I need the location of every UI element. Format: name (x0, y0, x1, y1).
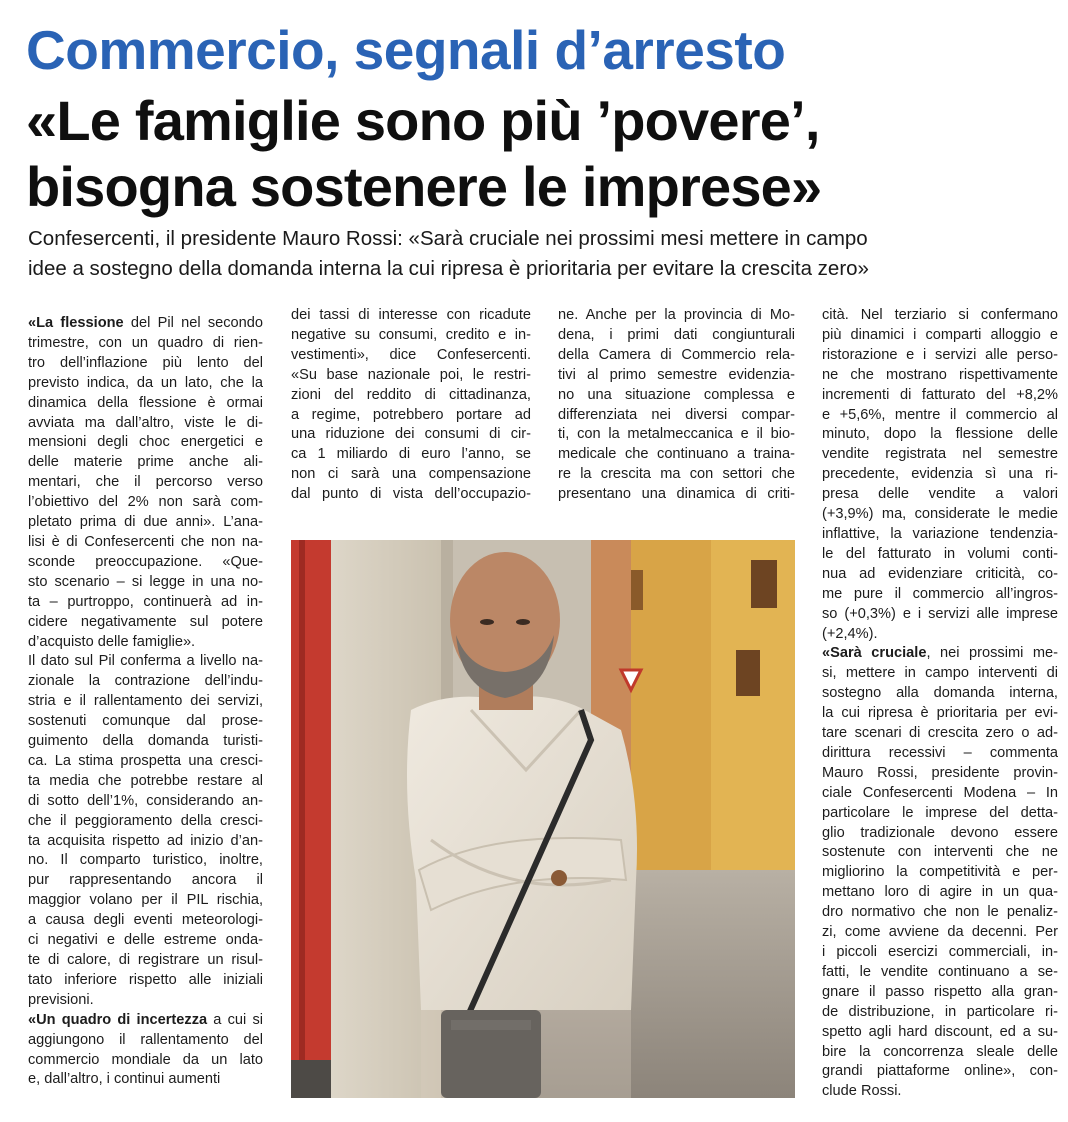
text-line: te di calore, di registrare un risul- (28, 952, 263, 968)
subtitle-line: idee a sostegno della domanda interna la cui ripresa è prioritaria per evitare la crescita zero» (28, 257, 869, 280)
text-line: de distribuzione, in particolare ri- (822, 1003, 1058, 1020)
col2-body (291, 306, 531, 505)
text-line: minuto, dopo la flessione delle (822, 426, 1058, 443)
text-line: differenziata nei diversi compar- (558, 406, 795, 423)
text-line: Il dato sul Pil conferma a livello na- (28, 653, 263, 670)
text-line: che il peggioramento della cresci- (28, 812, 263, 829)
column-2 (291, 306, 531, 505)
text-line: dal punto di vista dell’occupazio- (291, 486, 531, 503)
text-line: precedente, evidenzia sì una ri- (822, 466, 1058, 483)
text-line: zionale la contrazione dell’indu- (28, 673, 263, 690)
text-line: ta – purtroppo, continuerà ad in- (28, 593, 263, 610)
text-line (28, 314, 263, 334)
text-line: mentari, che il percorso verso (28, 474, 263, 491)
text-line: tro dell’inflazione più lento del (28, 354, 263, 371)
text-line: mettano loro di agire in un qua- (822, 884, 1058, 901)
text-line: dinamica della flessione è ormai (28, 394, 263, 411)
text-line: a regime, potrebbero portare ad (291, 406, 531, 423)
text-line: più dinamici i comparti alloggio e (822, 326, 1058, 343)
text-line: aggiungono il rallentamento del (28, 1031, 263, 1048)
article-photo (291, 540, 795, 1098)
text-line: no. Il comparto turistico, inoltre, (28, 852, 263, 869)
text-line: sostenute con interventi che ne (822, 844, 1058, 861)
text-line: stria e il rallentamento dei servizi, (28, 693, 263, 710)
col4-end (822, 664, 1058, 1102)
text-line: no una situazione complessa e (558, 386, 795, 403)
column-3 (558, 306, 795, 505)
text-line: gnare il passo rispetto alla gran- (822, 983, 1058, 1000)
text-line: pur rappresentando ancora il (28, 872, 263, 889)
text-line: dirittura recessivi – commenta (822, 744, 1058, 761)
text-line: clude Rossi. (822, 1083, 902, 1100)
text-line: non ci sarà una compensazione (291, 466, 531, 483)
text-line: (+2,4%). (822, 625, 878, 642)
text-line: le del fatturato in volumi conti- (822, 545, 1058, 562)
text-line: ne che mostrano rispettivamente (822, 366, 1058, 383)
text-line: medicale che continuano a traina- (558, 446, 795, 463)
text-line: me pure il commercio all’ingros- (822, 585, 1058, 602)
text-line: si, mettere in campo interventi di (822, 665, 1058, 682)
text-line: previsto indica, da un lato, che la (28, 374, 263, 391)
text-line: presa delle vendite a valori (822, 486, 1058, 503)
text-line: Mauro Rossi, presidente provin- (822, 764, 1058, 781)
text-line: d’acquisto delle famiglie». (28, 633, 196, 650)
text-line: particolare le imprese del detta- (822, 804, 1058, 821)
lead-rest: del Pil nel secondo (123, 315, 263, 331)
text-line: previsioni. (28, 991, 94, 1008)
text-line: cidere negativamente sul potere (28, 613, 263, 630)
text-line: zi, come avviene da decenni. Per (822, 924, 1058, 941)
text-line: maggior volano per il PIL rischia, (28, 892, 263, 909)
text-line: pletato prima di due anni». L’ana- (28, 514, 263, 531)
text-line: mensioni degli choc energetici e (28, 434, 263, 451)
text-line: guimento della domanda turisti- (28, 733, 263, 750)
text-line: tivi al primo semestre evidenzia- (558, 366, 795, 383)
text-line: glio tradizionale devono essere (822, 824, 1058, 841)
text-line: ca. La stima prospetta una cresci- (28, 752, 263, 769)
text-line: delle materie prime anche ali- (28, 454, 263, 471)
text-line: ristorazione e i servizi alle perso- (822, 346, 1058, 363)
text-line: trimestre, con un quadro di rien- (28, 334, 263, 351)
text-line: avviata ma dall’altro, viste le di- (28, 414, 263, 431)
text-line: re la crescita ma con settori che (558, 466, 795, 483)
text-line: grandi piattaforme online», con- (822, 1063, 1058, 1080)
text-line: commercio mondiale da un lato (28, 1051, 263, 1068)
headline-line: «Le famiglie sono più ’povere’, (26, 89, 820, 152)
para-bold: «Sarà cruciale (822, 645, 927, 662)
text-line: migliorino la competitività e per- (822, 864, 1058, 881)
subtitle-line: Confesercenti, il presidente Mauro Rossi: «Sarà cruciale nei prossimi mesi mettere in campo (28, 227, 868, 250)
column-4 (822, 306, 1058, 1102)
text-line: (+3,9%) ma, considerate le medie (822, 506, 1058, 523)
text-line: cità. Nel terziario si confermano (822, 307, 1058, 323)
para-bold: «Un quadro di incertezza (28, 1011, 208, 1028)
article-subtitle (28, 224, 1048, 284)
text-line: a causa degli eventi meteorologi- (28, 912, 263, 929)
text-line: tare scenari di crescita zero o ad- (822, 725, 1058, 742)
text-line: presentano una dinamica di criti- (558, 486, 795, 503)
text-line: e, dall’altro, i continui aumenti (28, 1071, 221, 1088)
text-line: so (+0,3%) e i servizi alle imprese (822, 605, 1058, 622)
text-line: vestimenti», dice Confesercenti. (291, 346, 531, 363)
text-line: ciale Confesercenti Modena – In (822, 784, 1058, 801)
column-1 (28, 314, 263, 1090)
text-line: la cui ripresa è prioritaria per evi- (822, 705, 1058, 722)
text-line (822, 644, 1058, 664)
text-line: l’obiettivo del 2% non sarà com- (28, 494, 263, 511)
text-line: della Camera di Commercio rela- (558, 346, 795, 363)
text-line: di sotto dell’1%, considerando an- (28, 792, 263, 809)
text-line: zioni del reddito di cittadinanza, (291, 386, 531, 403)
col4-body (822, 306, 1058, 644)
text-line: e +5,6%, mentre il commercio al (822, 406, 1058, 423)
text-line: vendite registrata nel semestre (822, 446, 1058, 463)
text-line: nua ad evidenziare criticità, co- (822, 565, 1058, 582)
text-line: negative su consumi, credito e in- (291, 326, 531, 343)
text-line: sostegno alla domanda interna, (822, 685, 1058, 702)
col1-body (28, 334, 263, 1011)
text-line: dena, i primi dati congiunturali (558, 326, 795, 343)
article-headline (26, 88, 1056, 220)
text-line: ci negativi e delle estreme onda- (28, 932, 263, 949)
text-line (28, 1011, 263, 1031)
text-line: ca 1 miliardo di euro l’anno, se (291, 446, 531, 463)
text-line: incrementi di fatturato del +8,2% (822, 386, 1058, 403)
text-line: i piccoli esercizi commerciali, in- (822, 944, 1058, 960)
text-line: bire la concorrenza sleale delle (822, 1043, 1058, 1060)
para-rest: , nei prossimi me- (926, 645, 1058, 662)
text-line: ta acquisita rispetto ad inizio d’an- (28, 832, 263, 849)
text-line: sostenuti comunque dal prose- (28, 713, 263, 730)
article-kicker: Commercio, segnali d’arresto (26, 19, 786, 81)
col3-body (558, 306, 795, 505)
col1-end (28, 1031, 263, 1091)
text-line: dei tassi di interesse con ricadute (291, 307, 531, 323)
text-line: dro normativo che non le penaliz- (822, 904, 1058, 921)
text-line: tato inferiore rispetto alle iniziali (28, 971, 263, 988)
text-line: una riduzione dei consumi di cir- (291, 426, 531, 443)
text-line: ti, con la metalmeccanica e il bio- (558, 426, 795, 443)
text-line: ne. Anche per la provincia di Mo- (558, 307, 795, 323)
text-line: spetto agli hard discount, ed a su- (822, 1023, 1058, 1040)
text-line: inflattive, la variazione tendenzia- (822, 525, 1058, 542)
headline-line: bisogna sostenere le imprese» (26, 155, 822, 218)
text-line: sconde preoccupazione. «Que- (28, 553, 263, 570)
text-line: «Su base nazionale poi, le restri- (291, 366, 531, 383)
lead-bold: «La flessione (28, 315, 124, 331)
text-line: sto scenario – si legge in una no- (28, 573, 263, 590)
text-line: lisi è di Confesercenti che non na- (28, 533, 263, 550)
text-line: ta media che potrebbe restare al (28, 772, 263, 789)
para-rest: a cui si (207, 1011, 263, 1028)
text-line: fatti, le vendite continuano a se- (822, 963, 1058, 980)
